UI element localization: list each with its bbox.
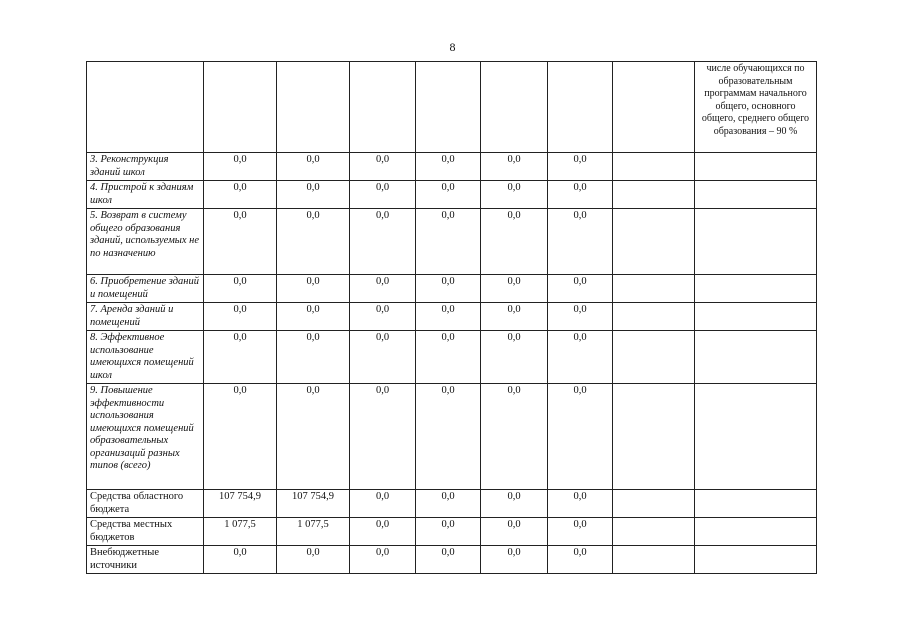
value-cell: 0,0 bbox=[416, 209, 481, 275]
page-number: 8 bbox=[449, 40, 456, 54]
value-cell: 0,0 bbox=[548, 490, 613, 518]
value-cell: 0,0 bbox=[481, 384, 548, 490]
row-label: 6. Приобретение зданий и помещений bbox=[87, 275, 204, 303]
value-cell: 107 754,9 bbox=[277, 490, 350, 518]
value-cell: 0,0 bbox=[350, 209, 416, 275]
value-cell: 0,0 bbox=[277, 546, 350, 574]
value-cell: 0,0 bbox=[204, 181, 277, 209]
value-cell: 0,0 bbox=[277, 331, 350, 384]
table-cell bbox=[87, 62, 204, 153]
value-cell: 0,0 bbox=[204, 303, 277, 331]
value-cell: 0,0 bbox=[548, 384, 613, 490]
row-label: Средства областного бюджета bbox=[87, 490, 204, 518]
value-cell: 0,0 bbox=[277, 181, 350, 209]
row-label: Внебюджетные источники bbox=[87, 546, 204, 574]
table-cell bbox=[613, 62, 695, 153]
table-row bbox=[87, 546, 817, 574]
value-cell: 0,0 bbox=[416, 490, 481, 518]
value-cell: 0,0 bbox=[481, 303, 548, 331]
value-cell: 0,0 bbox=[481, 275, 548, 303]
value-cell: 0,0 bbox=[548, 331, 613, 384]
value-cell: 0,0 bbox=[416, 275, 481, 303]
value-cell: 0,0 bbox=[350, 181, 416, 209]
value-cell: 0,0 bbox=[204, 153, 277, 181]
value-cell: 0,0 bbox=[277, 209, 350, 275]
value-cell: 0,0 bbox=[350, 153, 416, 181]
value-cell: 0,0 bbox=[204, 209, 277, 275]
row-label: 4. Пристрой к зданиям школ bbox=[87, 181, 204, 209]
value-cell: 0,0 bbox=[416, 331, 481, 384]
row-label: 3. Реконструкция зданий школ bbox=[87, 153, 204, 181]
value-cell: 0,0 bbox=[481, 518, 548, 546]
value-cell: 0,0 bbox=[204, 331, 277, 384]
empty-cell bbox=[613, 384, 695, 490]
table-row bbox=[87, 518, 817, 546]
value-cell: 0,0 bbox=[548, 303, 613, 331]
value-cell: 107 754,9 bbox=[204, 490, 277, 518]
table-cell bbox=[481, 62, 548, 153]
empty-cell bbox=[695, 384, 817, 490]
value-cell: 1 077,5 bbox=[204, 518, 277, 546]
value-cell: 0,0 bbox=[416, 153, 481, 181]
value-cell: 0,0 bbox=[416, 518, 481, 546]
empty-cell bbox=[695, 518, 817, 546]
value-cell: 0,0 bbox=[481, 209, 548, 275]
empty-cell bbox=[695, 490, 817, 518]
value-cell: 0,0 bbox=[548, 153, 613, 181]
table-row bbox=[87, 384, 817, 490]
row-label: Средства местных бюджетов bbox=[87, 518, 204, 546]
table-row bbox=[87, 275, 817, 303]
row-label: 9. Повышение эффективности использования имеющихся помещений образовательных организаций разных типов (всего) bbox=[87, 384, 204, 490]
value-cell: 0,0 bbox=[548, 518, 613, 546]
value-cell: 0,0 bbox=[548, 546, 613, 574]
empty-cell bbox=[613, 546, 695, 574]
empty-cell bbox=[695, 181, 817, 209]
table-cell bbox=[350, 62, 416, 153]
value-cell: 0,0 bbox=[350, 546, 416, 574]
value-cell: 1 077,5 bbox=[277, 518, 350, 546]
empty-cell bbox=[613, 275, 695, 303]
value-cell: 0,0 bbox=[350, 384, 416, 490]
empty-cell bbox=[695, 331, 817, 384]
value-cell: 0,0 bbox=[204, 384, 277, 490]
value-cell: 0,0 bbox=[277, 303, 350, 331]
empty-cell bbox=[695, 303, 817, 331]
table-row bbox=[87, 209, 817, 275]
value-cell: 0,0 bbox=[204, 275, 277, 303]
value-cell: 0,0 bbox=[204, 546, 277, 574]
empty-cell bbox=[695, 546, 817, 574]
empty-cell bbox=[613, 209, 695, 275]
table-cell bbox=[416, 62, 481, 153]
value-cell: 0,0 bbox=[277, 275, 350, 303]
empty-cell bbox=[613, 181, 695, 209]
empty-cell bbox=[695, 275, 817, 303]
table-cell bbox=[548, 62, 613, 153]
table-row bbox=[87, 490, 817, 518]
table-row bbox=[87, 181, 817, 209]
value-cell: 0,0 bbox=[350, 518, 416, 546]
value-cell: 0,0 bbox=[548, 181, 613, 209]
value-cell: 0,0 bbox=[548, 209, 613, 275]
value-cell: 0,0 bbox=[548, 275, 613, 303]
row-label: 5. Возврат в систему общего образования зданий, используемых не по назначению bbox=[87, 209, 204, 275]
table-row bbox=[87, 303, 817, 331]
value-cell: 0,0 bbox=[481, 546, 548, 574]
empty-cell bbox=[613, 490, 695, 518]
value-cell: 0,0 bbox=[416, 384, 481, 490]
table-cell bbox=[204, 62, 277, 153]
value-cell: 0,0 bbox=[481, 331, 548, 384]
value-cell: 0,0 bbox=[481, 153, 548, 181]
empty-cell bbox=[695, 209, 817, 275]
value-cell: 0,0 bbox=[350, 303, 416, 331]
value-cell: 0,0 bbox=[481, 490, 548, 518]
table-row-header bbox=[87, 62, 817, 153]
table-row bbox=[87, 331, 817, 384]
target-indicator-note: числе обучающихся по образовательным программам начального общего, основного общего, среднего общего образования – 90 % bbox=[695, 62, 817, 153]
row-label: 7. Аренда зданий и помещений bbox=[87, 303, 204, 331]
value-cell: 0,0 bbox=[416, 303, 481, 331]
value-cell: 0,0 bbox=[481, 181, 548, 209]
empty-cell bbox=[695, 153, 817, 181]
budget-table bbox=[86, 61, 817, 574]
table-row bbox=[87, 153, 817, 181]
value-cell: 0,0 bbox=[416, 181, 481, 209]
value-cell: 0,0 bbox=[350, 331, 416, 384]
empty-cell bbox=[613, 331, 695, 384]
value-cell: 0,0 bbox=[277, 153, 350, 181]
table-cell bbox=[277, 62, 350, 153]
value-cell: 0,0 bbox=[277, 384, 350, 490]
empty-cell bbox=[613, 518, 695, 546]
row-label: 8. Эффективное использование имеющихся помещений школ bbox=[87, 331, 204, 384]
value-cell: 0,0 bbox=[350, 275, 416, 303]
empty-cell bbox=[613, 303, 695, 331]
value-cell: 0,0 bbox=[350, 490, 416, 518]
empty-cell bbox=[613, 153, 695, 181]
value-cell: 0,0 bbox=[416, 546, 481, 574]
